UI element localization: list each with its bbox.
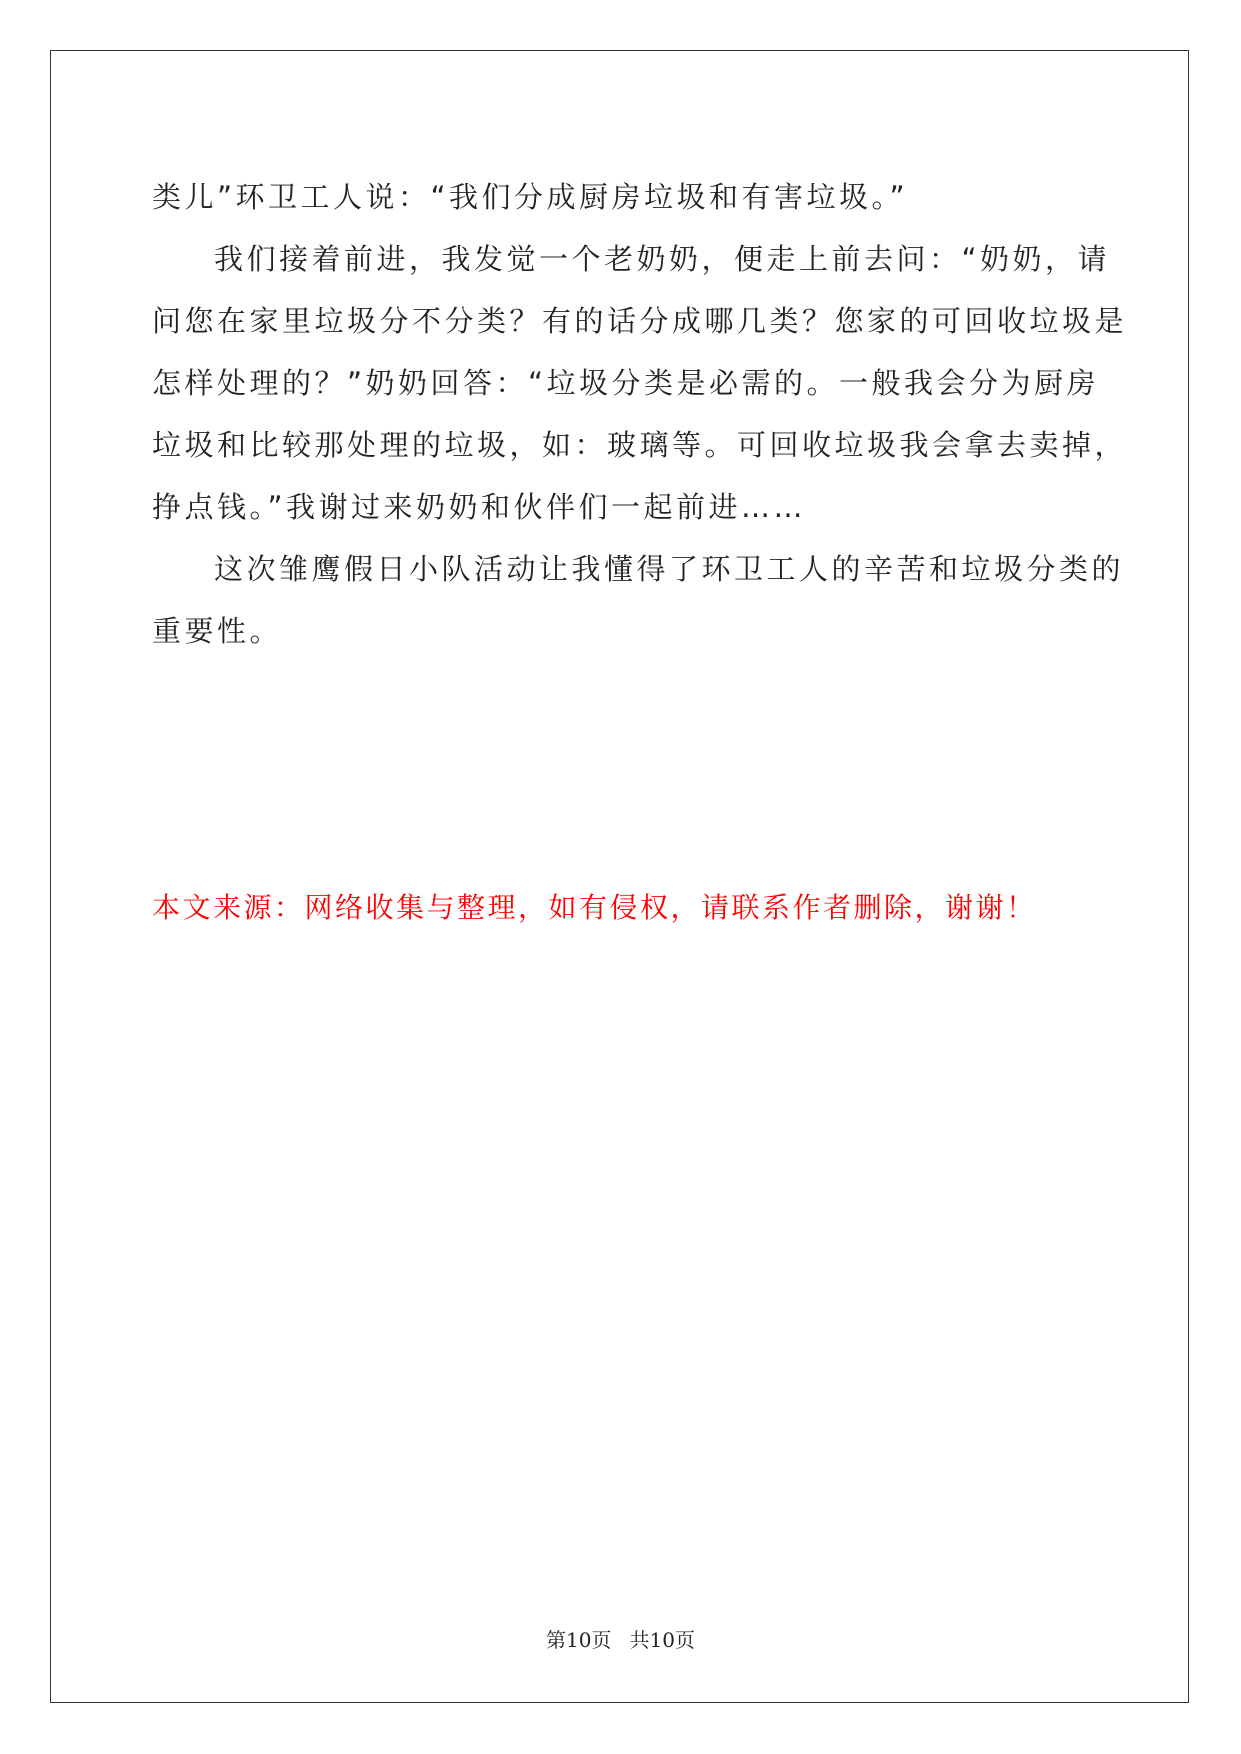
text-line: 重要性。 [152, 614, 283, 648]
total-pages-label: 共10页 [629, 1628, 695, 1652]
document-body [152, 166, 1128, 662]
text-line: 挣点钱。”我谢过来奶奶和伙伴们一起前进…… [152, 490, 807, 524]
current-page-label: 第10页 [546, 1628, 612, 1652]
text-line: 问您在家里垃圾分不分类？有的话分成哪几类？您家的可回收垃圾是 [152, 304, 1128, 338]
text-line: 我们接着前进，我发觉一个老奶奶，便走上前去问：“奶奶，请 [214, 242, 1111, 276]
paragraph [152, 538, 1125, 662]
text-line: 怎样处理的？”奶奶回答：“垃圾分类是必需的。一般我会分为厨房 [152, 366, 1100, 400]
text-line: 这次雏鹰假日小队活动让我懂得了环卫工人的辛苦和垃圾分类的 [214, 552, 1125, 586]
text-line: 类儿”环卫工人说：“我们分成厨房垃圾和有害垃圾。” [152, 180, 909, 214]
paragraph [152, 166, 1092, 228]
paragraph [152, 228, 1128, 538]
source-note: 本文来源：网络收集与整理，如有侵权，请联系作者删除，谢谢！ [152, 891, 1037, 924]
page-number [0, 1626, 1241, 1654]
text-line: 垃圾和比较那处理的垃圾，如：玻璃等。可回收垃圾我会拿去卖掉， [152, 428, 1128, 462]
